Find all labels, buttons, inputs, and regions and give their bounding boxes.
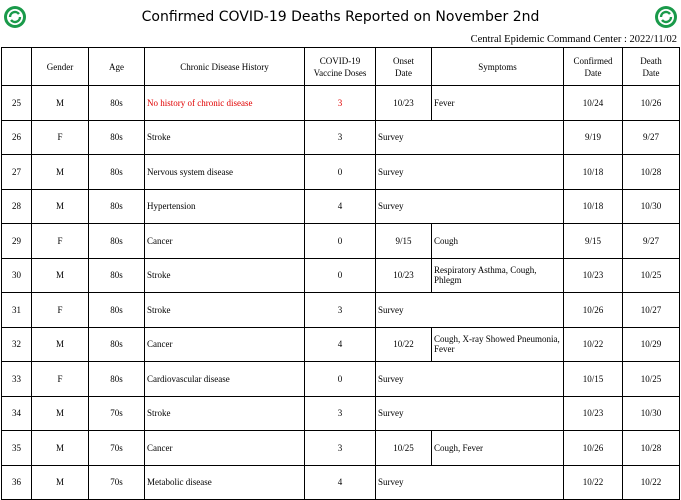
- cell-death: 10/22: [623, 465, 680, 500]
- cell-symptoms: Cough, X-ray Showed Pneumonia, Fever: [432, 327, 564, 362]
- header-history: Chronic Disease History: [145, 48, 305, 86]
- cell-onset: 10/23: [376, 258, 432, 293]
- cell-no: 31: [2, 293, 32, 328]
- cell-confirmed: 10/22: [564, 327, 623, 362]
- cell-symptoms: Cough, Fever: [432, 431, 564, 466]
- cell-death: 10/25: [623, 258, 680, 293]
- cell-history: Stroke: [145, 120, 305, 155]
- cell-doses: 4: [305, 327, 376, 362]
- table-row: [2, 86, 680, 121]
- cell-age: 80s: [89, 189, 145, 224]
- cell-no: 35: [2, 431, 32, 466]
- deaths-table: [1, 47, 680, 500]
- cell-death: 10/26: [623, 86, 680, 121]
- cell-symptoms: Fever: [432, 86, 564, 121]
- cell-no: 32: [2, 327, 32, 362]
- source-date: Central Epidemic Command Center : 2022/11/02: [470, 34, 677, 45]
- cell-no: 28: [2, 189, 32, 224]
- cell-survey: Survey: [376, 155, 564, 190]
- cell-no: 25: [2, 86, 32, 121]
- cell-confirmed: 10/18: [564, 189, 623, 224]
- table-row: [2, 362, 680, 397]
- cell-doses: 4: [305, 189, 376, 224]
- cell-age: 80s: [89, 155, 145, 190]
- cell-death: 10/29: [623, 327, 680, 362]
- cell-age: 80s: [89, 327, 145, 362]
- cell-gender: M: [32, 86, 89, 121]
- table-row: [2, 293, 680, 328]
- cell-doses: 0: [305, 362, 376, 397]
- cell-age: 80s: [89, 224, 145, 259]
- cell-no: 33: [2, 362, 32, 397]
- header-symptoms: Symptoms: [432, 48, 564, 86]
- cell-history: No history of chronic disease: [145, 86, 305, 121]
- header-onset: Onset Date: [376, 48, 432, 86]
- cell-doses: 0: [305, 155, 376, 190]
- cell-survey: Survey: [376, 465, 564, 500]
- cell-history: Stroke: [145, 258, 305, 293]
- page-title: Confirmed COVID-19 Deaths Reported on November 2nd: [141, 9, 540, 25]
- cell-gender: M: [32, 431, 89, 466]
- table-row: [2, 258, 680, 293]
- cell-doses: 3: [305, 431, 376, 466]
- cell-no: 34: [2, 396, 32, 431]
- header-confirmed: Confirmed Date: [564, 48, 623, 86]
- header-no: [2, 48, 32, 86]
- table-row: [2, 120, 680, 155]
- cell-onset: 10/25: [376, 431, 432, 466]
- cell-confirmed: 10/23: [564, 258, 623, 293]
- cell-survey: Survey: [376, 396, 564, 431]
- cell-age: 80s: [89, 258, 145, 293]
- cell-confirmed: 10/22: [564, 465, 623, 500]
- cell-gender: M: [32, 258, 89, 293]
- cell-survey: Survey: [376, 120, 564, 155]
- table-row: [2, 155, 680, 190]
- cell-onset: 10/23: [376, 86, 432, 121]
- cell-history: Hypertension: [145, 189, 305, 224]
- cell-gender: M: [32, 465, 89, 500]
- cell-gender: M: [32, 155, 89, 190]
- cell-survey: Survey: [376, 362, 564, 397]
- cell-gender: F: [32, 224, 89, 259]
- cell-no: 30: [2, 258, 32, 293]
- cell-survey: Survey: [376, 293, 564, 328]
- cell-onset: 9/15: [376, 224, 432, 259]
- cell-age: 70s: [89, 431, 145, 466]
- cell-confirmed: 10/15: [564, 362, 623, 397]
- table-row: [2, 465, 680, 500]
- cell-death: 10/25: [623, 362, 680, 397]
- cell-history: Stroke: [145, 293, 305, 328]
- cell-confirmed: 10/24: [564, 86, 623, 121]
- cell-age: 80s: [89, 293, 145, 328]
- cell-confirmed: 10/23: [564, 396, 623, 431]
- cell-no: 29: [2, 224, 32, 259]
- cell-history: Cancer: [145, 431, 305, 466]
- cell-death: 10/30: [623, 396, 680, 431]
- cell-confirmed: 10/26: [564, 431, 623, 466]
- table-row: [2, 431, 680, 466]
- cell-gender: F: [32, 120, 89, 155]
- cell-doses: 3: [305, 120, 376, 155]
- cell-doses: 4: [305, 465, 376, 500]
- cell-death: 10/28: [623, 431, 680, 466]
- table-row: [2, 327, 680, 362]
- cell-death: 9/27: [623, 120, 680, 155]
- cell-doses: 3: [305, 293, 376, 328]
- cell-age: 80s: [89, 362, 145, 397]
- cell-survey: Survey: [376, 189, 564, 224]
- cell-onset: 10/22: [376, 327, 432, 362]
- cell-symptoms: Respiratory Asthma, Cough, Phlegm: [432, 258, 564, 293]
- cell-history: Metabolic disease: [145, 465, 305, 500]
- cell-age: 70s: [89, 396, 145, 431]
- cell-doses: 0: [305, 224, 376, 259]
- cell-gender: F: [32, 293, 89, 328]
- cell-history: Cardiovascular disease: [145, 362, 305, 397]
- cell-gender: M: [32, 327, 89, 362]
- cell-no: 36: [2, 465, 32, 500]
- cell-doses: 3: [305, 86, 376, 121]
- cell-no: 26: [2, 120, 32, 155]
- cell-age: 70s: [89, 465, 145, 500]
- cell-confirmed: 10/18: [564, 155, 623, 190]
- table-row: [2, 396, 680, 431]
- cell-confirmed: 10/26: [564, 293, 623, 328]
- cell-age: 80s: [89, 120, 145, 155]
- cell-history: Cancer: [145, 224, 305, 259]
- cell-death: 10/30: [623, 189, 680, 224]
- table-row: [2, 189, 680, 224]
- table-row: [2, 224, 680, 259]
- cell-gender: M: [32, 396, 89, 431]
- cell-doses: 0: [305, 258, 376, 293]
- header-gender: Gender: [32, 48, 89, 86]
- cell-gender: F: [32, 362, 89, 397]
- header-death: Death Date: [623, 48, 680, 86]
- cell-death: 9/27: [623, 224, 680, 259]
- table-body: [2, 86, 680, 500]
- cell-doses: 3: [305, 396, 376, 431]
- cell-confirmed: 9/19: [564, 120, 623, 155]
- cell-confirmed: 9/15: [564, 224, 623, 259]
- header-doses: COVID-19 Vaccine Doses: [305, 48, 376, 86]
- cell-no: 27: [2, 155, 32, 190]
- cell-history: Stroke: [145, 396, 305, 431]
- cell-history: Nervous system disease: [145, 155, 305, 190]
- cell-symptoms: Cough: [432, 224, 564, 259]
- cell-age: 80s: [89, 86, 145, 121]
- cell-death: 10/28: [623, 155, 680, 190]
- cell-gender: M: [32, 189, 89, 224]
- header-age: Age: [89, 48, 145, 86]
- header-row: [2, 48, 680, 86]
- cell-history: Cancer: [145, 327, 305, 362]
- cell-death: 10/27: [623, 293, 680, 328]
